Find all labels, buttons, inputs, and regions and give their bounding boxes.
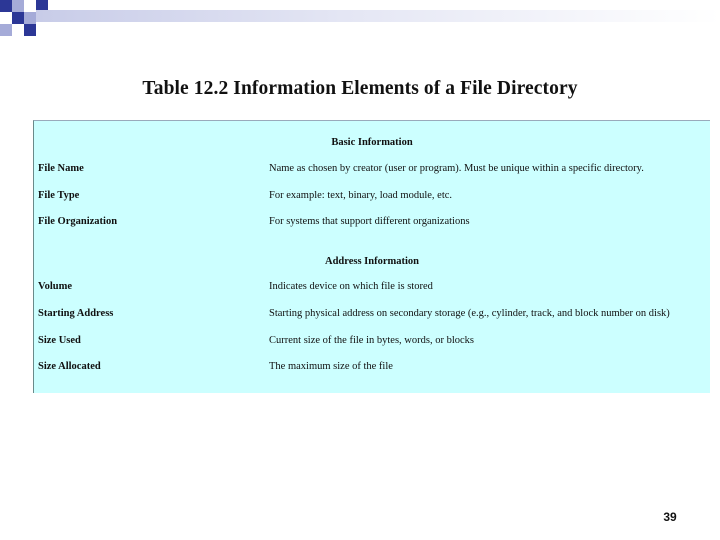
row-description: Current size of the file in bytes, words, or blocks <box>269 335 474 346</box>
corner-square-dark <box>12 12 24 24</box>
header-bar <box>36 10 720 22</box>
row-label: File Type <box>38 190 80 201</box>
corner-square-dark <box>0 0 12 12</box>
corner-decoration <box>0 0 60 50</box>
page-number: 39 <box>663 510 677 524</box>
row-label: Size Allocated <box>38 361 101 372</box>
corner-square-light <box>24 12 36 24</box>
corner-square-light <box>12 0 24 12</box>
row-label: Size Used <box>38 335 81 346</box>
row-description: For systems that support different organizations <box>269 216 470 227</box>
row-label: File Name <box>38 163 84 174</box>
corner-square-light <box>0 24 12 36</box>
row-label: File Organization <box>38 216 118 227</box>
section-heading-basic: Basic Information <box>331 137 413 148</box>
row-description: For example: text, binary, load module, etc. <box>269 190 453 201</box>
row-description: Name as chosen by creator (user or program). Must be unique within a specific directory. <box>269 163 644 174</box>
corner-square-dark <box>24 24 36 36</box>
row-description: The maximum size of the file <box>269 361 393 372</box>
row-description: Indicates device on which file is stored <box>269 281 433 292</box>
row-label: Volume <box>38 281 73 292</box>
directory-info-table <box>33 120 710 393</box>
row-label: Starting Address <box>38 308 114 319</box>
section-heading-address: Address Information <box>324 256 420 267</box>
row-description: Starting physical address on secondary storage (e.g., cylinder, track, and block number on disk) <box>269 308 670 319</box>
slide-title: Table 12.2 Information Elements of a File Directory <box>142 78 578 99</box>
